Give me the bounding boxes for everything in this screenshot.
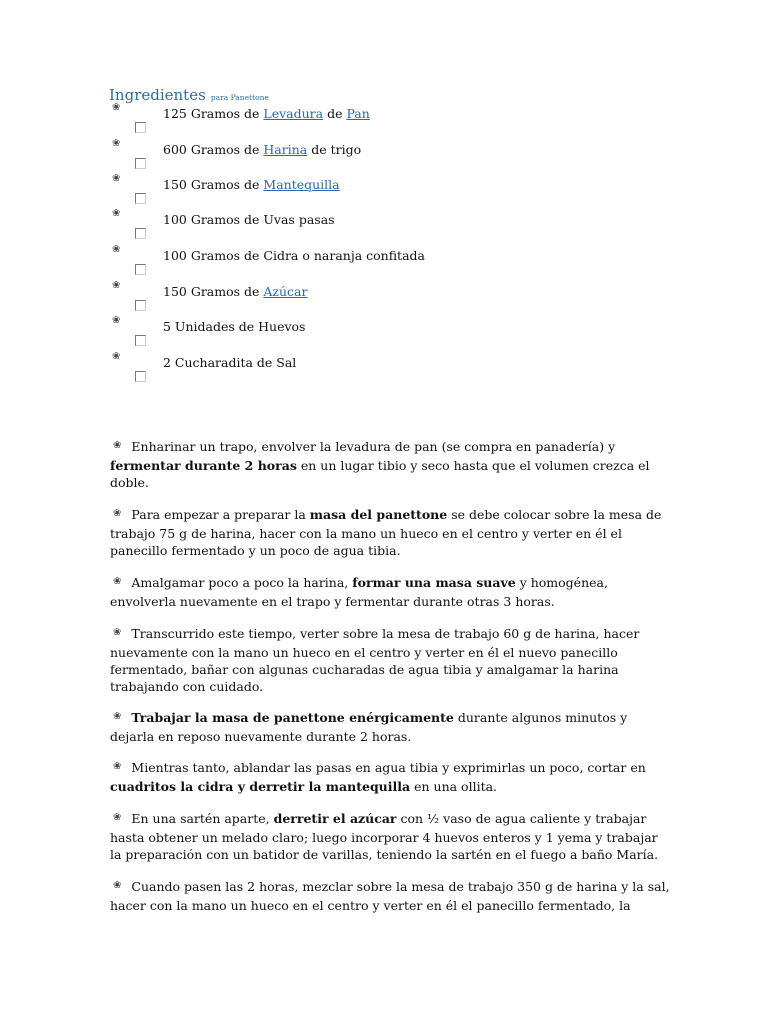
flower-bullet-icon: ❀ — [113, 508, 122, 519]
flower-bullet-icon: ❀ — [112, 138, 121, 149]
flower-bullet-icon: ❀ — [112, 351, 121, 362]
ingredient-link[interactable]: Harina — [263, 142, 308, 157]
ingredient-text: 5 Unidades de Huevos — [163, 319, 306, 334]
ingredients-title: Ingredientes — [109, 86, 206, 104]
ingredient-link[interactable]: Azúcar — [263, 284, 308, 299]
flower-bullet-icon: ❀ — [113, 880, 122, 891]
preparation-step: ❀ Trabajar la masa de panettone enérgicamente durante algunos minutos y dejarla en reposo nuevamente durante 2 horas. — [110, 710, 628, 744]
flower-bullet-icon: ❀ — [112, 280, 121, 291]
ingredient-checkbox[interactable] — [135, 122, 146, 133]
ingredient-item — [112, 173, 512, 211]
ingredient-text: 100 Gramos de Cidra o naranja confitada — [163, 248, 425, 263]
ingredient-checkbox[interactable] — [135, 300, 146, 311]
flower-bullet-icon: ❀ — [112, 315, 121, 326]
ingredient-item — [112, 351, 512, 389]
flower-bullet-icon: ❀ — [113, 761, 122, 772]
ingredient-text: 150 Gramos de Azúcar — [163, 284, 308, 299]
flower-bullet-icon: ❀ — [113, 576, 122, 587]
ingredient-checkbox[interactable] — [135, 158, 146, 169]
preparation-step: ❀ Amalgamar poco a poco la harina, formar una masa suave y homogénea, envolverla nuevamente en el trapo y fermentar durante otras 3 horas. — [110, 575, 608, 609]
ingredients-subtitle: para Panettone — [210, 93, 269, 102]
ingredient-text: 600 Gramos de Harina de trigo — [163, 142, 362, 157]
ingredient-item — [112, 244, 512, 282]
ingredient-link[interactable]: Pan — [346, 106, 370, 121]
flower-bullet-icon: ❀ — [112, 244, 121, 255]
flower-bullet-icon: ❀ — [113, 627, 122, 638]
preparation-step: ❀ Mientras tanto, ablandar las pasas en agua tibia y exprimirlas un poco, cortar en cuadritos la cidra y derretir la mantequilla en una ollita. — [110, 760, 646, 794]
flower-bullet-icon: ❀ — [113, 440, 122, 451]
preparation-step: ❀ Para empezar a preparar la masa del panettone se debe colocar sobre la mesa de trabajo 75 g de harina, hacer con la mano un hueco en el centro y verter en él el panecillo fermentado y un poco de agua tibia. — [110, 507, 662, 558]
ingredient-text: 2 Cucharadita de Sal — [163, 355, 297, 370]
ingredient-item — [112, 280, 512, 318]
ingredient-checkbox[interactable] — [135, 335, 146, 346]
flower-bullet-icon: ❀ — [112, 173, 121, 184]
ingredient-item — [112, 102, 512, 140]
ingredient-item — [112, 138, 512, 176]
flower-bullet-icon: ❀ — [112, 208, 121, 219]
ingredient-text: 125 Gramos de Levadura de Pan — [163, 106, 370, 121]
preparation-step: ❀ Enharinar un trapo, envolver la levadura de pan (se compra en panadería) y fermentar durante 2 horas en un lugar tibio y seco hasta que el volumen crezca el doble. — [110, 439, 650, 490]
ingredient-text: 100 Gramos de Uvas pasas — [163, 212, 335, 227]
ingredient-item — [112, 208, 512, 246]
flower-bullet-icon: ❀ — [112, 102, 121, 113]
ingredient-checkbox[interactable] — [135, 228, 146, 239]
preparation-step: ❀ Cuando pasen las 2 horas, mezclar sobre la mesa de trabajo 350 g de harina y la sal, hacer con la mano un hueco en el centro y verter en él el panecillo fermentado, la — [110, 879, 670, 913]
ingredient-item — [112, 315, 512, 353]
ingredients-heading — [109, 85, 269, 104]
ingredient-checkbox[interactable] — [135, 193, 146, 204]
ingredient-text: 150 Gramos de Mantequilla — [163, 177, 340, 192]
preparation-step: ❀ En una sartén aparte, derretir el azúcar con ½ vaso de agua caliente y trabajar hasta obtener un melado claro; luego incorporar 4 huevos enteros y 1 yema y trabajar la preparación con un batidor de varillas, teniendo la sartén en el fuego a baño María. — [110, 811, 659, 862]
flower-bullet-icon: ❀ — [113, 812, 122, 823]
preparation-step: ❀ Transcurrido este tiempo, verter sobre la mesa de trabajo 60 g de harina, hacer nuevamente con la mano un hueco en el centro y verter en él el nuevo panecillo fermentado, bañar con algunas cucharadas de agua tibia y amalgamar la harina trabajando con cuidado. — [110, 626, 640, 694]
ingredient-checkbox[interactable] — [135, 264, 146, 275]
ingredient-link[interactable]: Levadura — [263, 106, 324, 121]
ingredient-checkbox[interactable] — [135, 371, 146, 382]
flower-bullet-icon: ❀ — [113, 711, 122, 722]
ingredient-link[interactable]: Mantequilla — [263, 177, 340, 192]
